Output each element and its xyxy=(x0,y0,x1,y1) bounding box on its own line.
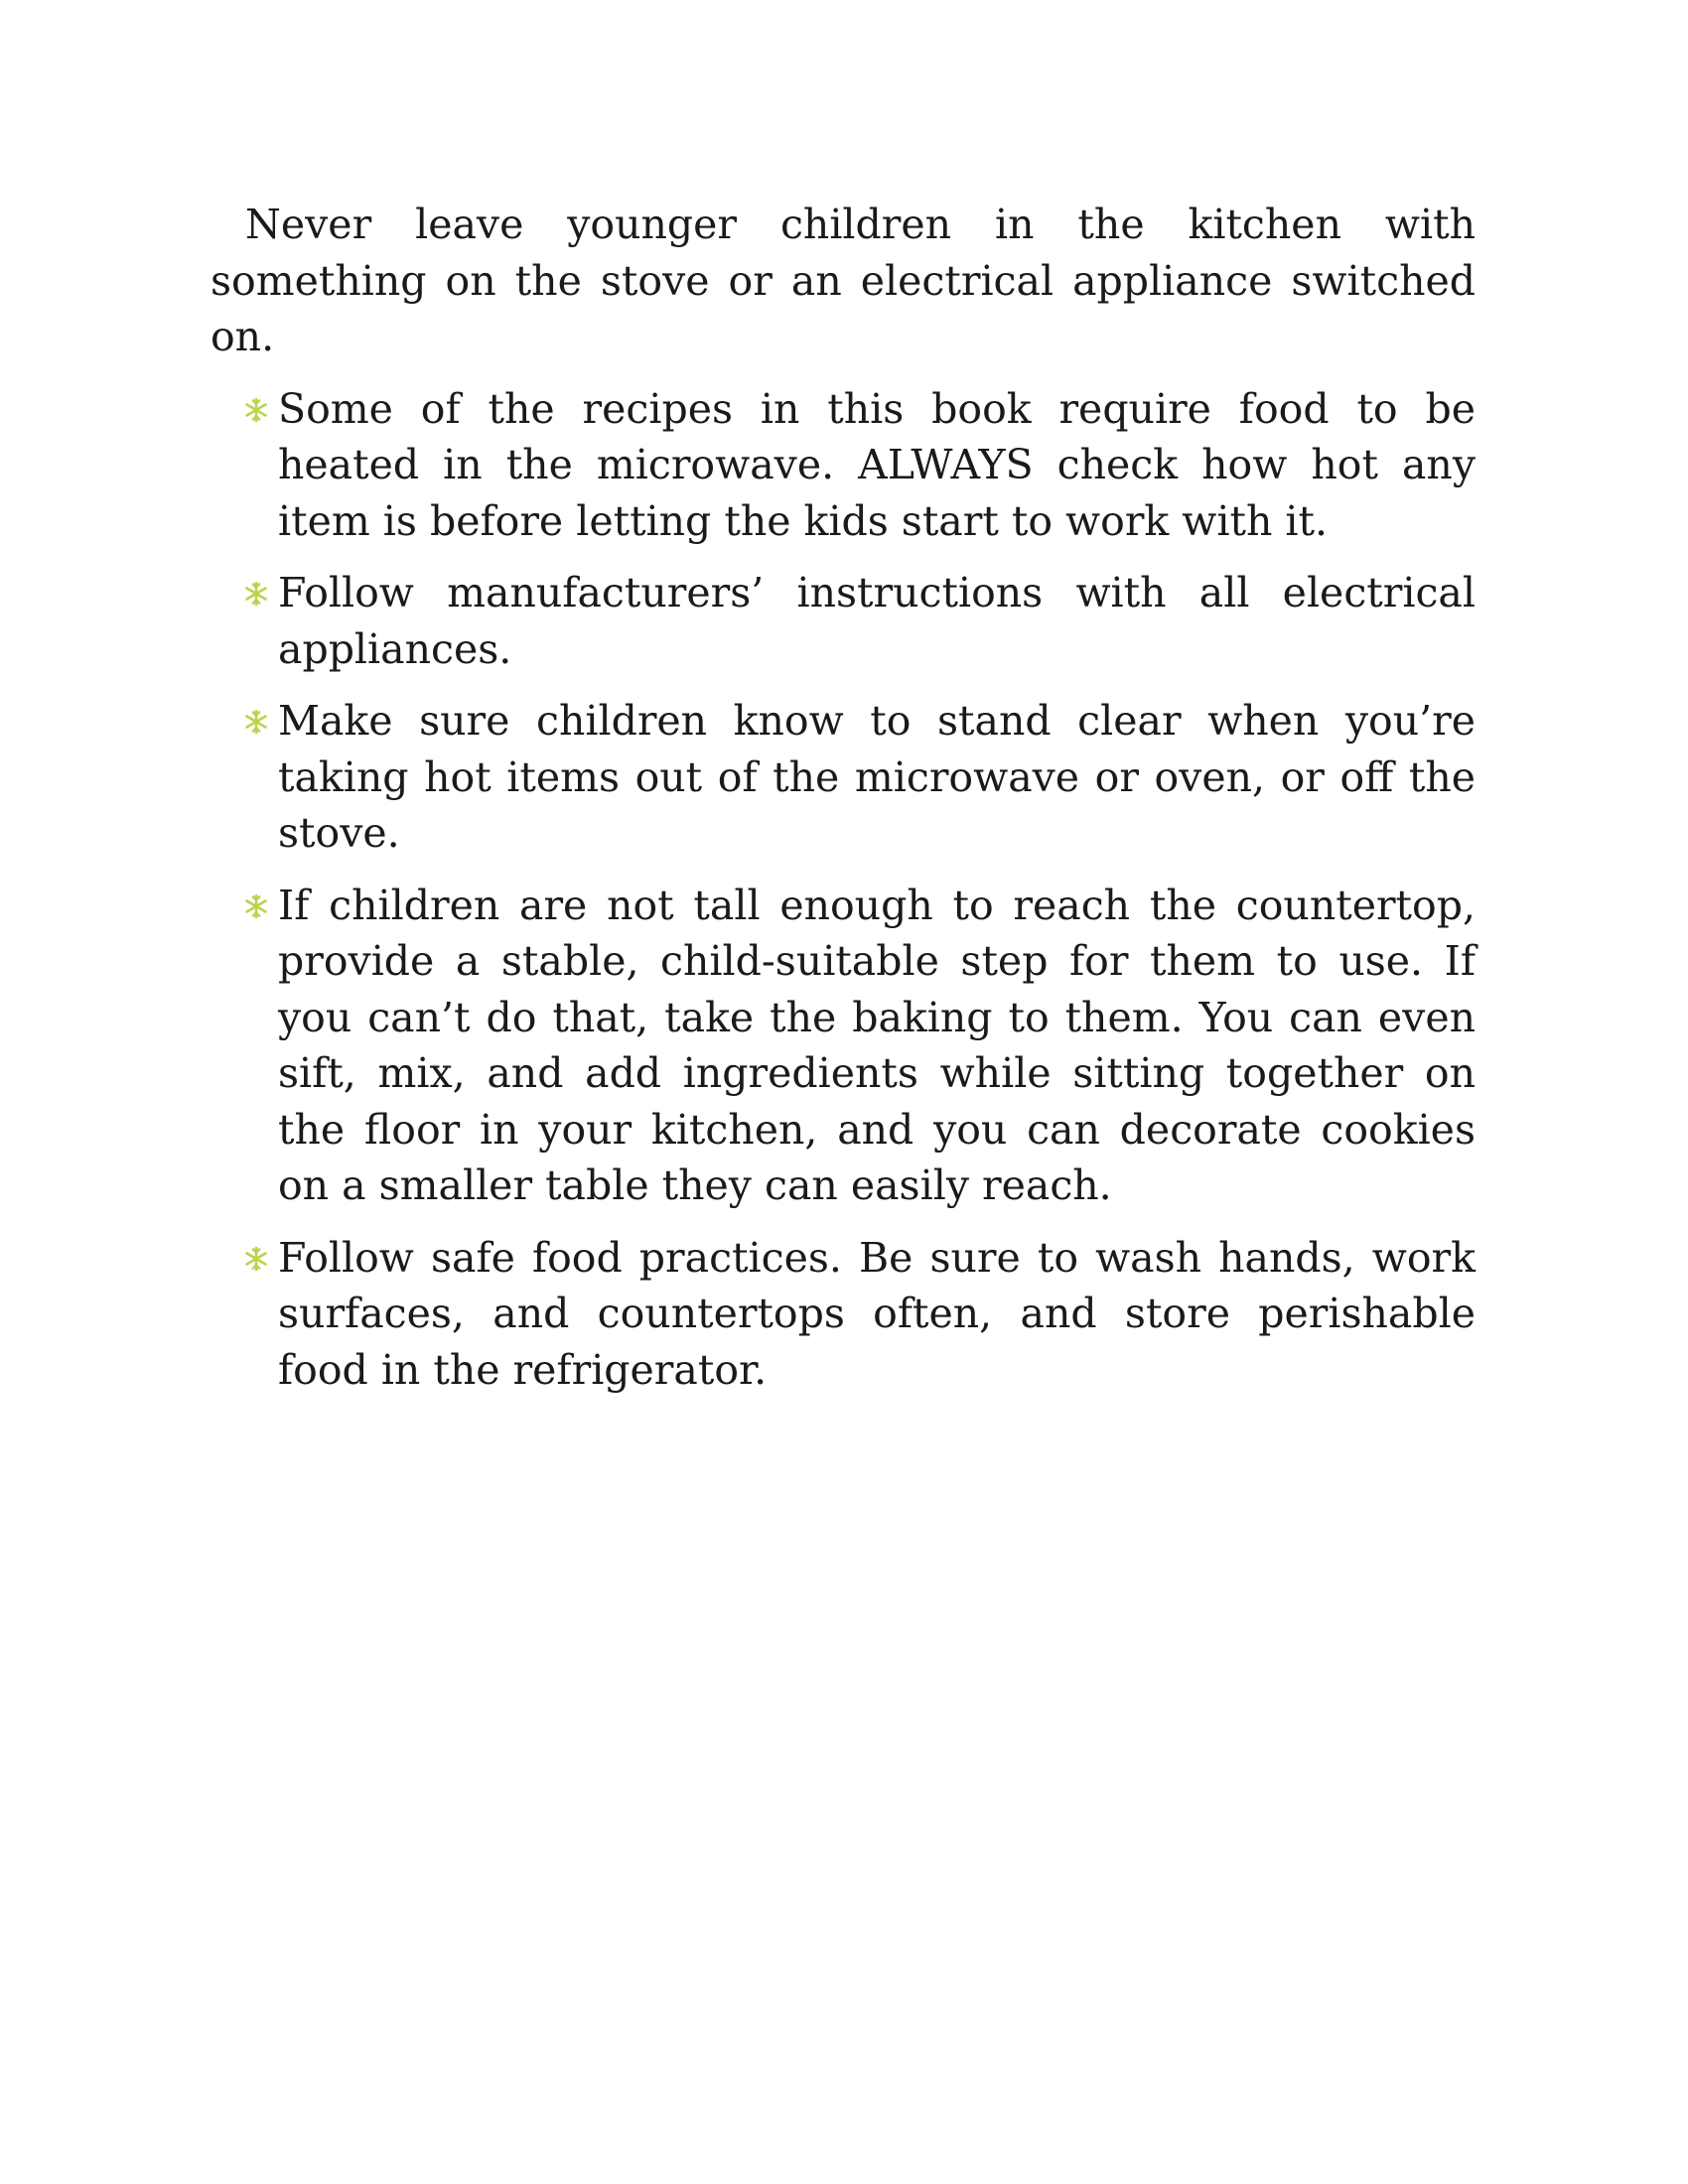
list-item xyxy=(278,565,1476,677)
snowflake-icon xyxy=(242,580,270,608)
snowflake-icon xyxy=(242,1245,270,1273)
snowflake-icon xyxy=(242,708,270,736)
safety-tips-list xyxy=(211,381,1476,1399)
document-page xyxy=(211,197,1476,1414)
intro-paragraph: Never leave younger children in the kitchen with something on the stove or an electrical appliance switched on. xyxy=(211,201,1476,360)
list-item-text: If children are not tall enough to reach the countertop, provide a stable, child-suitable step for them to use. If you can’t do that, take the baking to them. You can even sift, mix, and add ingredients while sitting together on the floor in your kitchen, and you can decorate cookies on a smaller table they can easily reach. xyxy=(278,881,1476,1209)
list-item-text: Follow manufacturers’ instructions with all electrical appliances. xyxy=(278,569,1476,673)
list-item xyxy=(278,878,1476,1214)
list-item xyxy=(278,381,1476,550)
list-item xyxy=(278,693,1476,862)
list-item-text: Some of the recipes in this book require food to be heated in the microwave. ALWAYS check how hot any item is before letting the kids start to work with it. xyxy=(278,384,1476,545)
list-item-text: Make sure children know to stand clear when you’re taking hot items out of the microwave or oven, or off the stove. xyxy=(278,697,1476,857)
snowflake-icon xyxy=(242,892,270,920)
list-item-text: Follow safe food practices. Be sure to wash hands, work surfaces, and countertops often, and store perishable food in the refrigerator. xyxy=(278,1233,1476,1394)
snowflake-icon xyxy=(242,396,270,424)
list-item xyxy=(278,1230,1476,1399)
